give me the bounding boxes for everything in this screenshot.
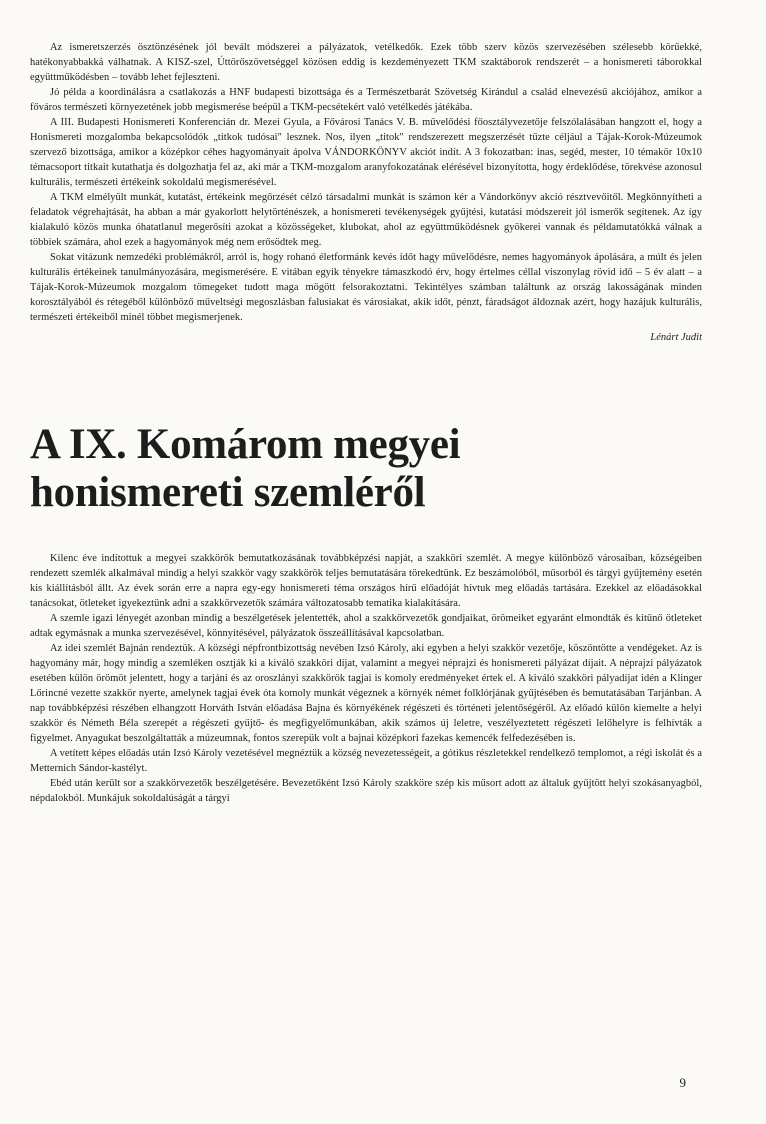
page-number: 9 xyxy=(679,1075,686,1090)
paragraph: A vetített képes előadás után Izsó Károly vezetésével megnéztük a község nevezetességeit, a gótikus részletekkel rendelkező templomot, a régi iskolát és a Metternich Sándor-kastélyt. xyxy=(30,748,702,774)
title-line-1: A IX. Komárom megyei xyxy=(30,421,461,468)
article-szemle xyxy=(30,551,702,806)
paragraph: A III. Budapesti Honismereti Konferencián dr. Mezei Gyula, a Fővárosi Tanács V. B. művelődési főosztályvezetője felszólalásában hangzott el, hogy a Honismereti mozgalomba bekapcsolódók „titkok tudósai" lesznek. Nos, ilyen „titok" rendszerezett megszerzését tűzte céljául a Tájak-Korok-Múzeumok szervező bizottsága, amikor a középkor céhes hagyományait ápolva VÁNDORKÖNYV akciót indít. A 3 fokozatban: inas, segéd, mester, 10 témakör 10x10 témacsoport titkait kutathatja és dolgozhatja fel az, aki már a TKM-mozgalom aranyfokozatának elérésével bizonyította, hogy érdeklődése, törekvése azonosul kulturális, természeti értékeink sokoldalú megismerésével. xyxy=(30,117,702,188)
paragraph: Az ismeretszerzés ösztönzésének jól bevált módszerei a pályázatok, vetélkedők. Ezek több szerv közös szervezésében szélesebb körűekké, hatékonyabbakká válhatnak. A KISZ-szel, Úttörőszövetséggel közösen eddig is kezdeményezett TKM szaktáborok rendszerét – a honismereti táborokkal együttműködésben – tovább lehet fejleszteni. xyxy=(30,42,702,83)
paragraph: Kilenc éve indítottuk a megyei szakkörök bemutatkozásának továbbképzési napját, a szakköri szemlét. A megye különböző városaiban, községeiben rendezett szemlék alkalmával mindig a helyi szakkör vagy szakkörök teljes bemutatására törekedtünk. Ez beszámolóból, műsorból és tárgyi gyűjtemény esetén kis kiállításból állt. Az évek során erre a napra egy-egy honismereti téma országos hírű előadóját hívtuk meg előadás tartására. Ezekkel az előadásokkal tanácsokat, ötleteket igyekeztünk adni a szakkörvezetők számára változatosabb tematika kialakítására. xyxy=(30,553,702,609)
paragraph: A szemle igazi lényegét azonban mindig a beszélgetések jelentették, ahol a szakkörvezetők gondjaikat, örömeiket egyaránt elmondták és kitűnő ötleteket adtak egymásnak a munka szervezésével, könnyítésével, pályázatok összeállításával kapcsolatban. xyxy=(30,613,702,639)
paragraph: Ebéd után került sor a szakkörvezetők beszélgetésére. Bevezetőként Izsó Károly szakköre szép kis műsort adott az általuk gyűjtött helyi szokásanyagból, népdalokból. Munkájuk sokoldalúságát a tárgyi xyxy=(30,778,702,804)
title-line-2: honismereti szemléről xyxy=(30,469,426,516)
paragraph: A TKM elmélyült munkát, kutatást, értékeink megőrzését célzó társadalmi munkát is számon kér a Vándorkönyv akció résztvevőitől. Megkönnyítheti a feladatok végrehajtását, ha abban a már gyakorlott helytörténészek, a honismereti tevékenységek gyűjtési, kutatási módszereit jól ismerők segítenek. Az így kialakuló közös munka óhatatlanul megerősíti azokat a közösségeket, klubokat, ahol az együttműködésnek gyökerei vannak és példamutatókká válnak a többiek számára, ahol ezek a hagyományok még nem erősödtek meg. xyxy=(30,192,702,248)
article-title xyxy=(30,421,702,517)
paragraph: Jó példa a koordinálásra a csatlakozás a HNF budapesti bizottsága és a Természetbarát Szövetség Kirándul a család elnevezésű akciójához, amikor a főváros természeti környezetének jobb megismerése beépül a TKM-pecsétekért való vetélkedés játékába. xyxy=(30,87,702,113)
author-byline: Lénárt Judit xyxy=(650,332,702,343)
paragraph: Az idei szemlét Bajnán rendeztük. A községi népfrontbizottság nevében Izsó Károly, aki egyben a helyi szakkör vezetője, köszöntötte a vendégeket. Az is hagyomány már, hogy mindig a szemléken osztják ki a kiváló szakköri díjat, valamint a megyei néprajzi és honismereti pályázat díjait. A néprajzi pályázatok esetében külön örömöt jelentett, hogy a tarjáni és az oroszlányi szakkörök tagjai is komoly eredményeket értek el. A kiváló szakköri pályadíjat idén a Klinger Lőrincné vezette szakkör nyerte, amelynek tagjai évek óta komoly munkát végeznek a környék német folklórjának gyűjtésében és bemutatásában Tarjánban. A nap továbbképzési részében elhangzott Horváth István előadása Bajna és környékének régészeti és történeti jelentőségéről. Az előadó külön kiemelte a helyi szakkör és Németh Béla szerepét a régészeti gyűjtő- és megfigyelőmunkában, akik számos új leletre, veszélyeztetett régészeti lelőhelyre is felhívták a figyelmet. Anyagukat beszolgáltatták a múzeumnak, fontos szerepük volt a bajnai középkori fazekas kemencék felfedezésében is. xyxy=(30,643,702,744)
paragraph: Sokat vitázunk nemzedéki problémákról, arról is, hogy rohanó életformánk kevés időt hagy művelődésre, nemes hagyományok ápolására, a múlt és jelen kulturális értékeinek tanulmányozására, megismerésére. E vitában egyik tényekre támaszkodó érv, hogy értelmes céllal viszonylag rövid idő – 5 év alatt – a Tájak-Korok-Múzeumok mozgalom tömegeket tudott maga mögött felsorakoztatni. Tekintélyes számban találtunk az ország lakosságának minden korosztályából és rétegéből különböző műveltségi megoszlásban falusiakat és városiakat, akik időt, pénzt, fáradságot áldoznak azért, hogy hazájuk kulturális, természeti értékeiből minél többet megismerjenek. xyxy=(30,252,702,323)
article-tkm xyxy=(30,40,702,343)
